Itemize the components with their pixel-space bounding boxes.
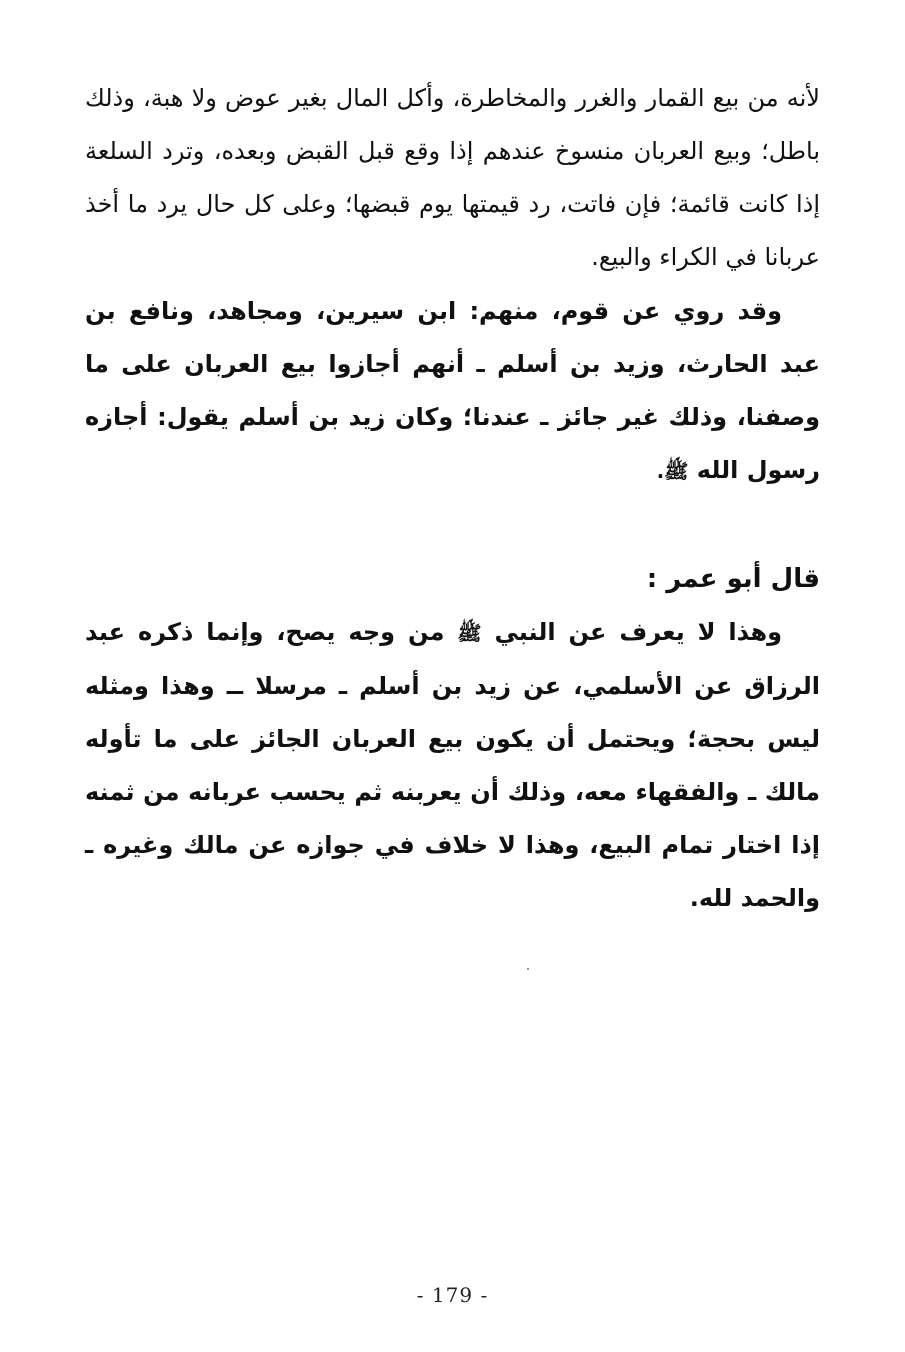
paragraph-2 (85, 285, 820, 498)
section-heading: قال أبو عمر : (646, 564, 820, 594)
page-number: - 179 - (416, 1283, 489, 1307)
paragraph-1: لأنه من بيع القمار والغرر والمخاطرة، وأكل المال بغير عوض ولا هبة، وذلك باطل؛ وبيع العربان منسوخ عندهم إذا وقع قبل القبض وبعده، وترد السلعة إذا كانت قائمة؛ فإن فاتت، رد قيمتها يوم قبضها؛ وعلى كل حال يرد ما أخذ عربانا في الكراء والبيع. (85, 84, 820, 271)
scan-speck (527, 968, 529, 970)
paragraph-3-start: وهذا لا يعرف عن النبي (494, 618, 783, 646)
paragraph-3-rest: من وجه يصح، وإنما ذكره عبد الرزاق عن الأسلمي، عن زيد بن أسلم ـ مرسلا ــ وهذا ومثله ليس بحجة؛ ويحتمل أن يكون بيع العربان الجائز على ما تأوله مالك ـ والفقهاء معه، وذلك أن يعربنه ثم يحسب عربانه من ثمنه إذا اختار تمام البيع، وهذا لا خلاف في جوازه عن مالك وغيره ـ والحمد لله. (85, 618, 820, 912)
honorific-symbol: ﷺ (457, 621, 482, 645)
honorific-symbol: ﷺ. (656, 459, 689, 483)
paragraph-3 (85, 606, 820, 925)
paragraph-2-text: وقد روي عن قوم، منهم: ابن سيرين، ومجاهد، ونافع بن عبد الحارث، وزيد بن أسلم ـ أنهم أجازوا بيع العربان على ما وصفنا، وذلك غير جائز ـ عندنا؛ وكان زيد بن أسلم يقول: أجازه رسول الله (85, 297, 820, 484)
